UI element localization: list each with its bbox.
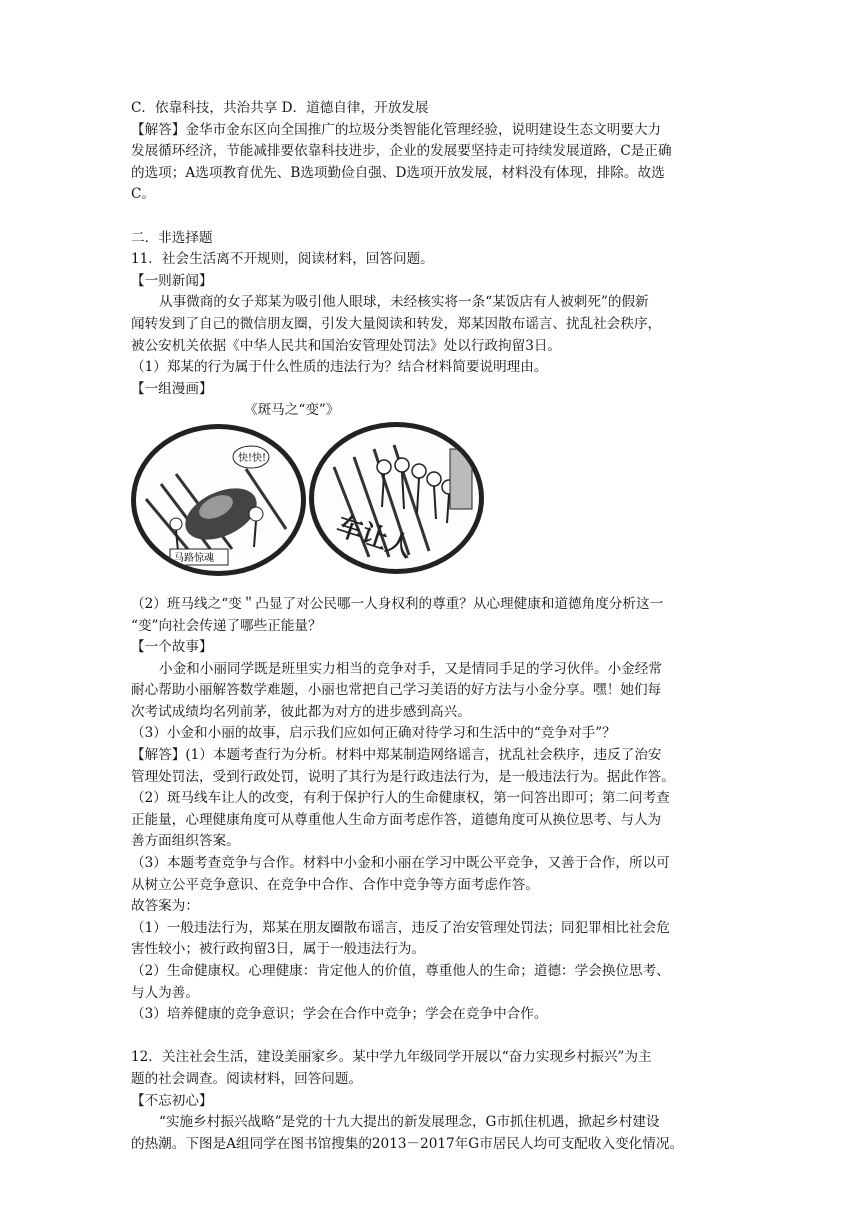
q11-answer-line: 善方面组织答案。 <box>131 833 240 850</box>
q11-part2-line: “变”向社会传递了哪些正能量？ <box>131 617 322 634</box>
comic-panels <box>131 424 741 594</box>
document-page <box>131 98 741 1155</box>
q12-stem-line: 题的社会调查。阅读材料，回答问题。 <box>131 1070 363 1087</box>
news-text-line: 从事微商的女子郑某为吸引他人眼球，未经核实将一条“某饭店有人被刺死”的假新 <box>159 294 649 311</box>
q12-stem-line: 12．关注社会生活，建设美丽家乡。某中学九年级同学开展以“奋力实现乡村振兴”为主 <box>131 1049 652 1066</box>
news-text-line: 被公安机关依据《中华人民共和国治安管理处罚法》处以行政拘留3日。 <box>131 337 562 354</box>
q11-answer-line: 害性较小；被行政拘留3日，属于一般违法行为。 <box>131 941 426 958</box>
news-text-line: 闻转发到了自己的微信朋友圈，引发大量阅读和转发，郑某因散布谣言、扰乱社会秩序， <box>131 315 662 332</box>
comic-left-panel <box>131 424 306 576</box>
q12-text-line: 的热潮。下图是A组同学在图书馆搜集的2013－2017年G市居民人均可支配收入变化情况。 <box>131 1135 684 1152</box>
story-text-line: 耐心帮助小丽解答数学难题，小丽也常把自己学习美语的好方法与小金分享。嘿！她们每 <box>131 682 662 699</box>
q10-answer-line: C。 <box>131 186 155 203</box>
comic-right-panel <box>309 422 484 574</box>
q11-answer-line: （1）一般违法行为，郑某在朋友圈散布谣言，违反了治安管理处罚法；同犯罪相比社会危 <box>131 919 670 936</box>
q11-answer-line: （3）本题考查竞争与合作。材料中小金和小丽在学习中既公平竞争，又善于合作，所以可 <box>131 855 670 872</box>
q11-answer-line: （3）培养健康的竞争意识；学会在合作中竞争；学会在竞争中合作。 <box>131 1006 548 1023</box>
story-text-line: 次考试成绩均名列前茅，彼此都为对方的进步感到高兴。 <box>131 703 471 720</box>
q11-answer-line: 正能量，心理健康角度可从尊重他人生命方面考虑作答，道德角度可从换位思考、与人为 <box>131 811 662 828</box>
q11-part3: （3）小金和小丽的故事，启示我们应如何正确对待学习和生活中的“竞争对手”？ <box>131 725 616 742</box>
story-text-line: 小金和小丽同学既是班里实力相当的竞争对手，又是情同手足的学习伙伴。小金经常 <box>159 660 662 677</box>
q11-answer-line: （2）生命健康权。心理健康：肯定他人的价值，尊重他人的生命；道德：学会换位思考、 <box>131 963 670 979</box>
q11-answer-line: 管理处罚法，受到行政处罚，说明了其行为是行政违法行为，是一般违法行为。据此作答。 <box>131 768 675 785</box>
q12-text-line: “实施乡村振兴战略”是党的十九大提出的新发展理念，G市抓住机遇，掀起乡村建设 <box>159 1114 660 1131</box>
q11-answer-line: 从树立公平竞争意识、在竞争中合作、合作中竞争等方面考虑作答。 <box>131 876 539 893</box>
section-title: 二．非选择题 <box>131 229 213 246</box>
comic-heading: 【一组漫画】 <box>131 380 213 397</box>
q11-part2-line: （2）班马线之“变＂凸显了对公民哪一人身权利的尊重？从心理健康和道德角度分析这一 <box>131 595 664 612</box>
q11-answer-line: 故答案为： <box>131 898 199 915</box>
q11-answer-line: 与人为善。 <box>131 984 199 1001</box>
q11-answer-line: （2）斑马线车让人的改变，有利于保护行人的生命健康权，第一问答出即可；第二问考查 <box>131 790 670 807</box>
q11-part1: （1）郑某的行为属于什么性质的违法行为？结合材料简要说明理由。 <box>131 359 548 376</box>
spacer <box>131 1026 741 1048</box>
comic-left-sign: 马路惊魂 <box>174 552 214 564</box>
q12-heading: 【不忘初心】 <box>131 1092 213 1109</box>
story-heading: 【一个故事】 <box>131 639 213 656</box>
q11-answer-line: 【解答】(1）本题考查行为分析。材料中郑某制造网络谣言，扰乱社会秩序，违反了治安 <box>131 747 662 764</box>
comic-right-sign: 车让人 <box>332 511 417 564</box>
news-heading: 【一则新闻】 <box>131 272 213 289</box>
q10-answer-line: 发展循环经济，节能减排要依靠科技进步，企业的发展要坚持走可持续发展道路，C是正确 <box>131 143 672 160</box>
prev-options: C．依靠科技，共治共享 D．道德自律，开放发展 <box>131 100 429 116</box>
q10-answer-line: 【解答】金华市金东区向全国推广的垃圾分类智能化管理经验，说明建设生态文明要大力 <box>131 121 662 138</box>
comic-left-bubble: 快!快! <box>238 452 267 464</box>
comic-right-drawing <box>314 427 479 569</box>
spacer <box>131 206 741 228</box>
comic-left-drawing <box>136 429 301 571</box>
comic-title: 《斑马之“变”》 <box>244 402 340 419</box>
q11-stem: 11．社会生活离不开规则，阅读材料，回答问题。 <box>131 251 434 268</box>
q10-answer-line: 的选项；A选项教育优先、B选项勤俭自强、D选项开放发展，材料没有体现，排除。故选 <box>131 164 665 181</box>
